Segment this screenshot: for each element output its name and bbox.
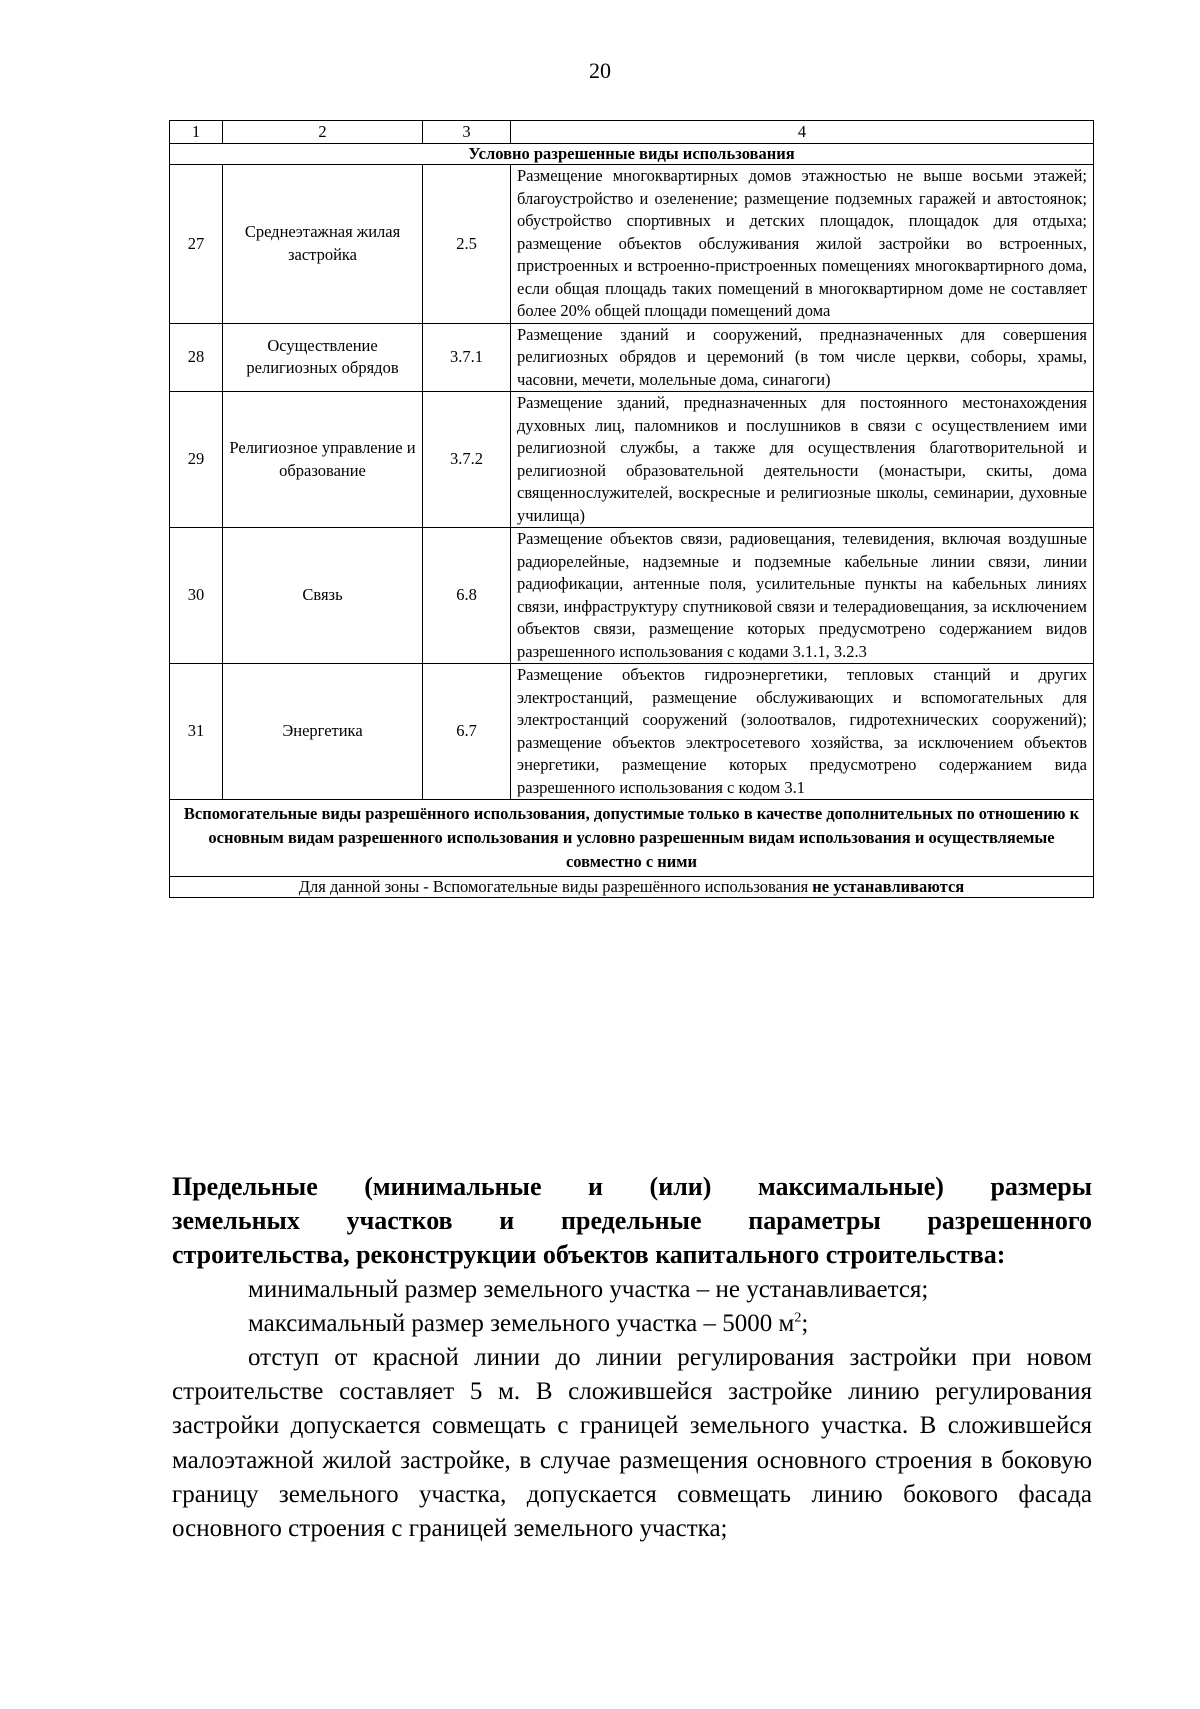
use-name: Энергетика [223,664,423,800]
row-number: 30 [170,528,223,664]
table-row [170,528,1094,664]
auxiliary-uses-title: Вспомогательные виды разрешённого использования, допустимые только в качестве дополнительных по отношению к основным видам разрешенного использования и условно разрешенным видам использования и осуществляемые совместно с ними [170,800,1094,877]
use-description: Размещение многоквартирных домов этажностью не выше восьми этажей; благоустройство и озеленение; размещение подземных гаражей и автостоянок; обустройство спортивных и детских площадок, площадок для отдыха; размещение объектов обслуживания жилой застройки во встроенных, пристроенных и встроенно-пристроенных помещениях многоквартирного дома, если общая площадь таких помещений в многоквартирном доме не составляет более 20% общей площади помещений дома [511,165,1094,324]
use-description: Размещение объектов гидроэнергетики, тепловых станций и других электростанций, размещение обслуживающих и вспомогательных для электростанций сооружений (золоотвалов, гидротехнических сооружений); размещение объектов электросетевого хозяйства, за исключением объектов энергетики, размещение которых предусмотрено содержанием вида разрешенного использования с кодом 3.1 [511,664,1094,800]
use-name: Религиозное управление и образование [223,392,423,528]
use-code: 3.7.2 [423,392,511,528]
use-description: Размещение зданий и сооружений, предназначенных для совершения религиозных обрядов и церемоний (в том числе церкви, соборы, храмы, часовни, мечети, молельные дома, синагоги) [511,323,1094,392]
header-cell: 2 [223,121,423,144]
min-size-paragraph: минимальный размер земельного участка – не устанавливается; [248,1275,929,1303]
aux-title-row [170,800,1094,877]
table-header-row [170,121,1094,144]
body-text [172,1170,1092,1546]
max-size-text: максимальный размер земельного участка – 5000 м [248,1309,795,1337]
setback-paragraph: отступ от красной линии до линии регулирования застройки при новом строительстве составляет 5 м. В сложившейся застройке линию регулирования застройки допускается совмещать с границей земельного участка. В сложившейся малоэтажной жилой застройке, в случае размещения основного строения в боковую границу земельного участка, допускается совмещать линию бокового фасада основного строения с границей земельного участка; [172,1344,1092,1543]
use-name: Связь [223,528,423,664]
max-size-paragraph [172,1307,1092,1341]
row-number: 29 [170,392,223,528]
aux-note-row [170,877,1094,898]
section-heading-line: Предельные (минимальные и (или) максимальные) размеры [172,1172,1092,1201]
section-title-row [170,144,1094,165]
row-number: 31 [170,664,223,800]
use-code: 3.7.1 [423,323,511,392]
header-cell: 3 [423,121,511,144]
header-cell: 1 [170,121,223,144]
max-size-suffix: ; [801,1309,809,1337]
use-code: 2.5 [423,165,511,324]
table-row [170,664,1094,800]
auxiliary-uses-note [170,877,1094,898]
page-number: 20 [589,58,611,83]
use-code: 6.8 [423,528,511,664]
row-number: 28 [170,323,223,392]
section-heading-line: строительства, реконструкции объектов капитального строительства: [172,1240,1006,1270]
use-code: 6.7 [423,664,511,800]
use-name: Среднеэтажная жилая застройка [223,165,423,324]
use-description: Размещение объектов связи, радиовещания, телевидения, включая воздушные радиорелейные, надземные и подземные кабельные линии связи, линии радиофикации, антенные поля, усилительные пункты на кабельных линиях связи, инфраструктуру спутниковой связи и телерадиовещания, за исключением объектов связи, размещение которых предусмотрено содержанием видов разрешенного использования с кодами 3.1.1, 3.2.3 [511,528,1094,664]
aux-note-text: Для данной зоны - Вспомогательные виды разрешённого использования [298,877,813,896]
table-row [170,165,1094,324]
land-use-table [169,120,1094,898]
aux-note-bold: не устанавливаются [812,877,965,896]
table-row [170,323,1094,392]
section-heading-line: земельных участков и предельные параметры разрешенного [172,1206,1092,1236]
conditional-uses-title: Условно разрешенные виды использования [170,144,1094,165]
row-number: 27 [170,165,223,324]
header-cell: 4 [511,121,1094,144]
use-name: Осуществление религиозных обрядов [223,323,423,392]
max-size-superscript: 2 [794,1310,802,1326]
table-row [170,392,1094,528]
use-description: Размещение зданий, предназначенных для постоянного местонахождения духовных лиц, паломников и послушников в связи с осуществлением ими религиозной службы, а также для осуществления благотворительной и религиозной образовательной деятельности (монастыри, скиты, дома священнослужителей, воскресные и религиозные школы, семинарии, духовные училища) [511,392,1094,528]
